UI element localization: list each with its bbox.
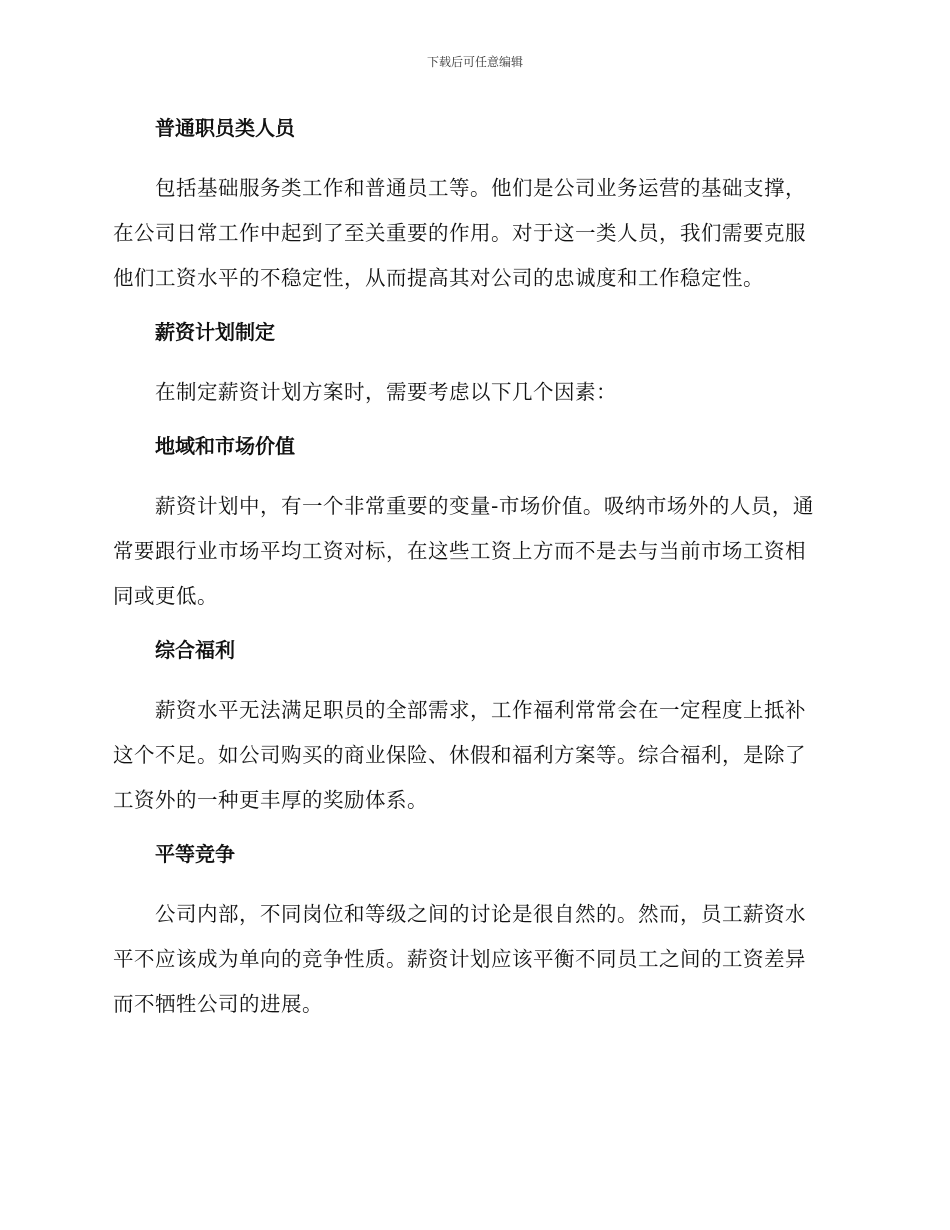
section-heading-regular-staff: 普通职员类人员 (155, 116, 295, 140)
paragraph-salary-plan (113, 370, 840, 415)
paragraph-line: 平不应该成为单向的竞争性质。薪资计划应该平衡不同员工之间的工资差异 (113, 947, 806, 971)
paragraph-line: 薪资水平无法满足职员的全部需求，工作福利常常会在一定程度上抵补 (155, 698, 806, 722)
paragraph-regular-staff (113, 166, 840, 301)
paragraph-line: 常要跟行业市场平均工资对标，在这些工资上方而不是去与当前市场工资相 (113, 539, 806, 563)
paragraph-line: 薪资计划中，有一个非常重要的变量-市场价值。吸纳市场外的人员，通 (155, 494, 814, 518)
section-heading-benefits: 综合福利 (155, 638, 235, 662)
paragraph-fair-competition (113, 892, 840, 1027)
paragraph-market-value (113, 484, 840, 619)
paragraph-line: 他们工资水平的不稳定性，从而提高其对公司的忠诚度和工作稳定性。 (113, 266, 764, 290)
paragraph-line: 公司内部，不同岗位和等级之间的讨论是很自然的。然而，员工薪资水 (155, 902, 806, 926)
paragraph-line: 而不牺牲公司的进展。 (113, 992, 323, 1016)
document-body (113, 110, 840, 1040)
paragraph-line: 同或更低。 (113, 584, 218, 608)
paragraph-line: 在公司日常工作中起到了至关重要的作用。对于这一类人员，我们需要克服 (113, 221, 806, 245)
section-heading-salary-plan: 薪资计划制定 (155, 320, 275, 344)
paragraph-line: 包括基础服务类工作和普通员工等。他们是公司业务运营的基础支撑， (155, 176, 806, 200)
paragraph-benefits (113, 688, 840, 823)
paragraph-line: 在制定薪资计划方案时，需要考虑以下几个因素： (155, 380, 617, 404)
paragraph-line: 工资外的一种更丰厚的奖励体系。 (113, 788, 428, 812)
paragraph-line: 这个不足。如公司购买的商业保险、休假和福利方案等。综合福利，是除了 (113, 743, 806, 767)
section-heading-fair-competition: 平等竞争 (155, 842, 235, 866)
section-heading-market-value: 地域和市场价值 (155, 434, 295, 458)
page-header-note: 下载后可任意编辑 (426, 55, 523, 69)
